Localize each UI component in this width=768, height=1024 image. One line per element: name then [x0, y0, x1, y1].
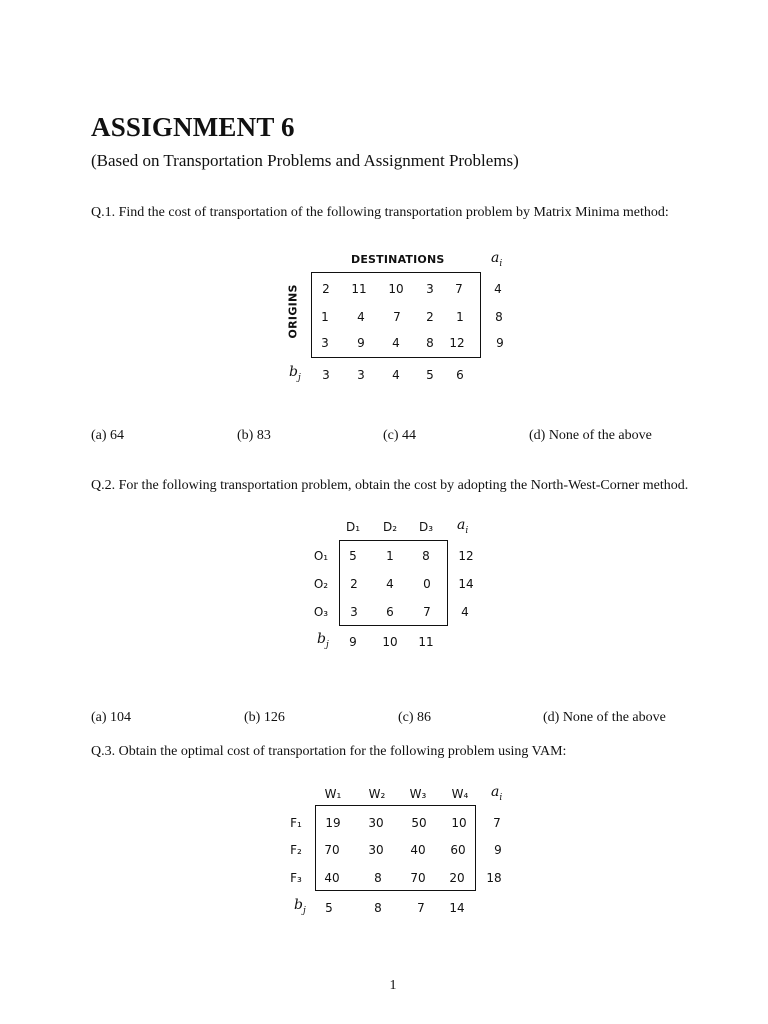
table-cell: 19 — [325, 816, 341, 830]
supply-value: 9 — [496, 336, 504, 350]
table-cell: 1 — [321, 310, 329, 324]
table-cell: 12 — [449, 336, 465, 350]
q2-option-c: (c) 86 — [398, 710, 432, 725]
table-cell: 3 — [350, 605, 358, 619]
q2-option-a: (a) 104 — [91, 710, 132, 725]
table-cell: 9 — [357, 336, 365, 350]
column-header: D₂ — [382, 520, 398, 534]
table-cell: 5 — [349, 549, 357, 563]
demand-value: 7 — [417, 901, 425, 915]
table-cell: 10 — [388, 282, 404, 296]
q2-option-d: (d) None of the above — [543, 710, 666, 725]
demand-value: 3 — [357, 368, 365, 382]
table-cell: 30 — [368, 843, 384, 857]
row-header: F₁ — [290, 816, 302, 830]
table-cell: 60 — [450, 843, 466, 857]
q2-demand-header: $b_j$ — [317, 631, 329, 650]
table-cell: 8 — [374, 871, 382, 885]
table-cell: 4 — [357, 310, 365, 324]
destinations-label: DESTINATIONS — [351, 253, 445, 266]
table-cell: 2 — [322, 282, 330, 296]
table-cell: 11 — [351, 282, 367, 296]
question-1-text: Q.1. Find the cost of transportation of the following transportation problem by Matrix Minima method: — [91, 205, 669, 220]
row-header: O₃ — [313, 605, 329, 619]
demand-value: 5 — [426, 368, 434, 382]
demand-value: 8 — [374, 901, 382, 915]
page-subtitle: (Based on Transportation Problems and Assignment Problems) — [91, 151, 519, 170]
table-cell: 70 — [324, 843, 340, 857]
table-cell: 3 — [426, 282, 434, 296]
table-cell: 7 — [423, 605, 431, 619]
demand-value: 9 — [349, 635, 357, 649]
supply-value: 18 — [486, 871, 502, 885]
column-header: W₃ — [409, 787, 427, 801]
table-cell: 1 — [386, 549, 394, 563]
row-header: O₁ — [313, 549, 329, 563]
q1-option-b: (b) 83 — [237, 428, 271, 443]
supply-value: 12 — [458, 549, 474, 563]
table-cell: 6 — [386, 605, 394, 619]
question-3-text: Q.3. Obtain the optimal cost of transportation for the following problem using VAM: — [91, 744, 567, 759]
table-cell: 1 — [456, 310, 464, 324]
table-cell: 8 — [426, 336, 434, 350]
q1-demand-header: $b_j$ — [289, 364, 301, 383]
column-header: D₃ — [418, 520, 434, 534]
table-cell: 30 — [368, 816, 384, 830]
column-header: W₂ — [368, 787, 386, 801]
table-cell: 2 — [426, 310, 434, 324]
table-cell: 40 — [410, 843, 426, 857]
table-cell: 70 — [410, 871, 426, 885]
supply-value: 7 — [493, 816, 501, 830]
q1-option-a: (a) 64 — [91, 428, 125, 443]
page-number: 1 — [389, 978, 397, 993]
table-cell: 4 — [386, 577, 394, 591]
q3-cost-matrix-box — [315, 805, 476, 891]
demand-value: 3 — [322, 368, 330, 382]
column-header: W₁ — [324, 787, 342, 801]
table-cell: 20 — [449, 871, 465, 885]
question-2-text: Q.2. For the following transportation problem, obtain the cost by adopting the North-West-Corner method. — [91, 478, 689, 493]
table-cell: 40 — [324, 871, 340, 885]
supply-value: 4 — [494, 282, 502, 296]
table-cell: 0 — [423, 577, 431, 591]
table-cell: 2 — [350, 577, 358, 591]
q1-option-c: (c) 44 — [383, 428, 417, 443]
row-header: F₃ — [290, 871, 302, 885]
demand-value: 14 — [449, 901, 465, 915]
table-cell: 4 — [392, 336, 400, 350]
row-header: O₂ — [313, 577, 329, 591]
supply-value: 8 — [495, 310, 503, 324]
q3-demand-header: $b_j$ — [294, 897, 306, 916]
supply-value: 4 — [461, 605, 469, 619]
table-cell: 7 — [393, 310, 401, 324]
demand-value: 5 — [325, 901, 333, 915]
q2-supply-header: $a_i$ — [457, 517, 469, 536]
table-cell: 7 — [455, 282, 463, 296]
column-header: W₄ — [451, 787, 469, 801]
supply-value: 9 — [494, 843, 502, 857]
demand-value: 10 — [382, 635, 398, 649]
q2-option-b: (b) 126 — [244, 710, 285, 725]
table-cell: 3 — [321, 336, 329, 350]
demand-value: 11 — [418, 635, 434, 649]
q3-supply-header: $a_i$ — [491, 784, 503, 803]
supply-value: 14 — [458, 577, 474, 591]
demand-value: 4 — [392, 368, 400, 382]
q2-cost-matrix-box — [339, 540, 448, 626]
demand-value: 6 — [456, 368, 464, 382]
table-cell: 8 — [422, 549, 430, 563]
origins-label: ORIGINS — [286, 284, 300, 339]
column-header: D₁ — [345, 520, 361, 534]
q1-option-d: (d) None of the above — [529, 428, 652, 443]
q1-supply-header: $a_i$ — [491, 250, 503, 269]
table-cell: 50 — [411, 816, 427, 830]
row-header: F₂ — [290, 843, 302, 857]
table-cell: 10 — [451, 816, 467, 830]
page-title: ASSIGNMENT 6 — [91, 112, 295, 142]
